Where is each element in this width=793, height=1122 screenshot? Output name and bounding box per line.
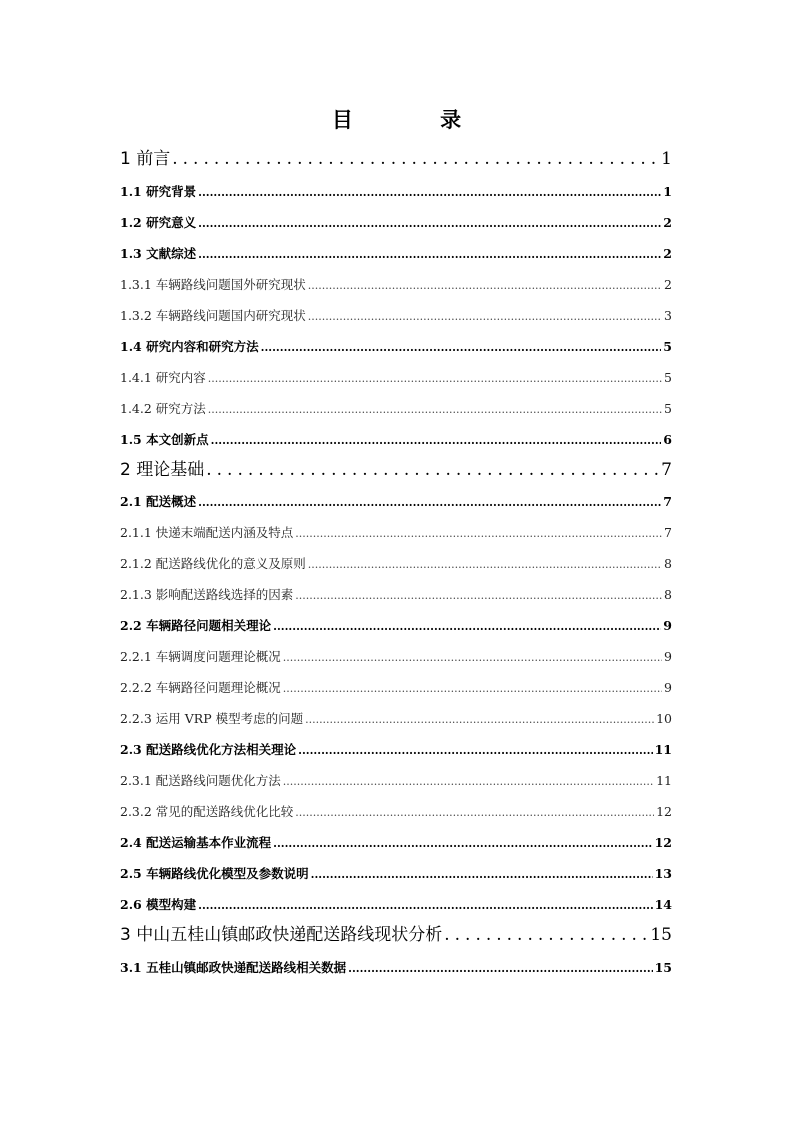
- dot-leader: [283, 673, 662, 704]
- toc-entry-page: 7: [663, 494, 672, 509]
- toc-entry-page: 5: [664, 369, 672, 385]
- dot-leader: [283, 766, 654, 797]
- dot-leader: [298, 735, 652, 766]
- toc-entry-page: 8: [664, 556, 672, 571]
- toc-entry-label: 1.2 研究意义: [120, 214, 197, 230]
- toc-entry-page: 7: [661, 459, 672, 480]
- toc-entry[interactable]: [120, 858, 672, 889]
- toc-entry[interactable]: [120, 765, 672, 796]
- toc-entry[interactable]: [120, 672, 672, 703]
- toc-entry-label: 1.1 研究背景: [120, 183, 197, 199]
- toc-entry-page: 2: [663, 245, 672, 261]
- dot-leader: [172, 144, 659, 176]
- dot-leader: [198, 208, 661, 239]
- toc-entry-label: 2.5 车辆路线优化模型及参数说明: [120, 866, 309, 881]
- toc-entry-page: 11: [656, 773, 672, 788]
- toc-entry-page: 1: [661, 149, 672, 169]
- dot-leader: [198, 890, 652, 921]
- dot-leader: [273, 611, 661, 642]
- toc-entry-label: 1.3.2 车辆路线问题国内研究现状: [120, 307, 306, 323]
- dot-leader: [305, 704, 654, 735]
- toc-entry[interactable]: [120, 703, 672, 734]
- toc-entry-label: 2.1 配送概述: [120, 494, 197, 509]
- toc-entry-page: 10: [656, 711, 672, 726]
- toc-entry-label: 2.2.1 车辆调度问题理论概况: [120, 649, 281, 664]
- dot-leader: [198, 487, 661, 518]
- toc-entry-label: 2.2 车辆路径问题相关理论: [120, 618, 272, 633]
- toc-entry-page: 14: [654, 897, 672, 912]
- dot-leader: [206, 455, 659, 487]
- toc-entry-page: 3: [664, 307, 672, 323]
- toc-entry-label: 2.1.3 影响配送路线选择的因素: [120, 587, 294, 602]
- toc-entry[interactable]: [120, 300, 672, 331]
- dot-leader: [198, 177, 661, 208]
- toc-entry-page: 5: [663, 338, 672, 354]
- toc-entry[interactable]: [120, 548, 672, 579]
- toc-entry[interactable]: [120, 269, 672, 300]
- toc-entry-page: 15: [654, 959, 672, 975]
- dot-leader: [295, 518, 662, 549]
- toc-entry[interactable]: [120, 144, 672, 176]
- toc-entry-label: 2.2.3 运用 VRP 模型考虑的问题: [120, 711, 304, 726]
- toc-entry-label: 1.3 文献综述: [120, 245, 197, 261]
- toc-entry[interactable]: [120, 424, 672, 455]
- toc-entry[interactable]: [120, 238, 672, 269]
- toc-entry-label: 3 中山五桂山镇邮政快递配送路线现状分析: [120, 925, 443, 945]
- toc-entry-page: 7: [664, 525, 672, 540]
- dot-leader: [283, 642, 662, 673]
- toc-entry[interactable]: [120, 734, 672, 765]
- toc-entry[interactable]: [120, 796, 672, 827]
- toc-entry-label: 1.4.1 研究内容: [120, 369, 206, 385]
- toc-entry-label: 1.4 研究内容和研究方法: [120, 338, 259, 354]
- toc-entry-page: 2: [664, 276, 672, 292]
- toc-entry[interactable]: [120, 207, 672, 238]
- toc-entry-label: 2.3.2 常见的配送路线优化比较: [120, 804, 294, 819]
- toc-entry[interactable]: [120, 952, 672, 983]
- toc-entry[interactable]: [120, 393, 672, 424]
- toc-entry[interactable]: [120, 331, 672, 362]
- toc-entry-page: 1: [663, 183, 672, 199]
- toc-entry-label: 1.4.2 研究方法: [120, 400, 206, 416]
- toc-title: 目 录: [331, 108, 502, 132]
- toc-entry-label: 2.3 配送路线优化方法相关理论: [120, 742, 297, 757]
- toc-entry-label: 1.5 本文创新点: [120, 431, 209, 447]
- toc-entry-page: 5: [664, 400, 672, 416]
- dot-leader: [311, 859, 653, 890]
- dot-leader: [308, 549, 662, 580]
- toc-entry-label: 2.2.2 车辆路径问题理论概况: [120, 680, 281, 695]
- dot-leader: [308, 301, 662, 332]
- toc-entry-label: 2.1.1 快递末端配送内涵及特点: [120, 525, 294, 540]
- toc-entry-page: 9: [664, 680, 672, 695]
- toc-entry[interactable]: [120, 362, 672, 393]
- toc-entry-label: 1 前言: [120, 149, 171, 169]
- toc-entry-page: 9: [664, 649, 672, 664]
- dot-leader: [295, 797, 654, 828]
- toc-entry[interactable]: [120, 641, 672, 672]
- toc-entry-label: 2.1.2 配送路线优化的意义及原则: [120, 556, 306, 571]
- toc-entry-page: 11: [654, 742, 672, 757]
- toc-entry-page: 15: [650, 925, 672, 945]
- toc-entry[interactable]: [120, 610, 672, 641]
- toc-entry-page: 12: [656, 804, 672, 819]
- toc-entry-label: 2.6 模型构建: [120, 897, 197, 912]
- toc-entry-label: 3.1 五桂山镇邮政快递配送路线相关数据: [120, 959, 347, 975]
- toc-entry-page: 9: [663, 618, 672, 633]
- toc-entry[interactable]: [120, 486, 672, 517]
- toc-entry[interactable]: [120, 579, 672, 610]
- toc-entry[interactable]: [120, 827, 672, 858]
- dot-leader: [208, 363, 662, 394]
- dot-leader: [211, 425, 662, 456]
- dot-leader: [273, 828, 652, 859]
- toc-entry-label: 2.4 配送运输基本作业流程: [120, 835, 272, 850]
- dot-leader: [208, 394, 662, 425]
- dot-leader: [198, 239, 661, 270]
- dot-leader: [348, 953, 652, 984]
- toc-entry-page: 13: [654, 866, 672, 881]
- toc-entry-page: 2: [663, 214, 672, 230]
- dot-leader: [444, 920, 648, 952]
- toc-entry-page: 6: [663, 431, 672, 447]
- toc-entry-label: 1.3.1 车辆路线问题国外研究现状: [120, 276, 306, 292]
- toc-entry[interactable]: [120, 455, 672, 487]
- toc-entry-page: 8: [664, 587, 672, 602]
- toc-entry[interactable]: [120, 889, 672, 920]
- toc-entry-page: 12: [654, 835, 672, 850]
- toc-entry[interactable]: [120, 517, 672, 548]
- toc-entry-label: 2.3.1 配送路线问题优化方法: [120, 773, 281, 788]
- dot-leader: [308, 270, 662, 301]
- toc-list: [120, 144, 672, 983]
- toc-entry[interactable]: [120, 920, 672, 952]
- dot-leader: [261, 332, 662, 363]
- toc-entry-label: 2 理论基础: [120, 459, 205, 480]
- toc-entry[interactable]: [120, 176, 672, 207]
- dot-leader: [295, 580, 662, 611]
